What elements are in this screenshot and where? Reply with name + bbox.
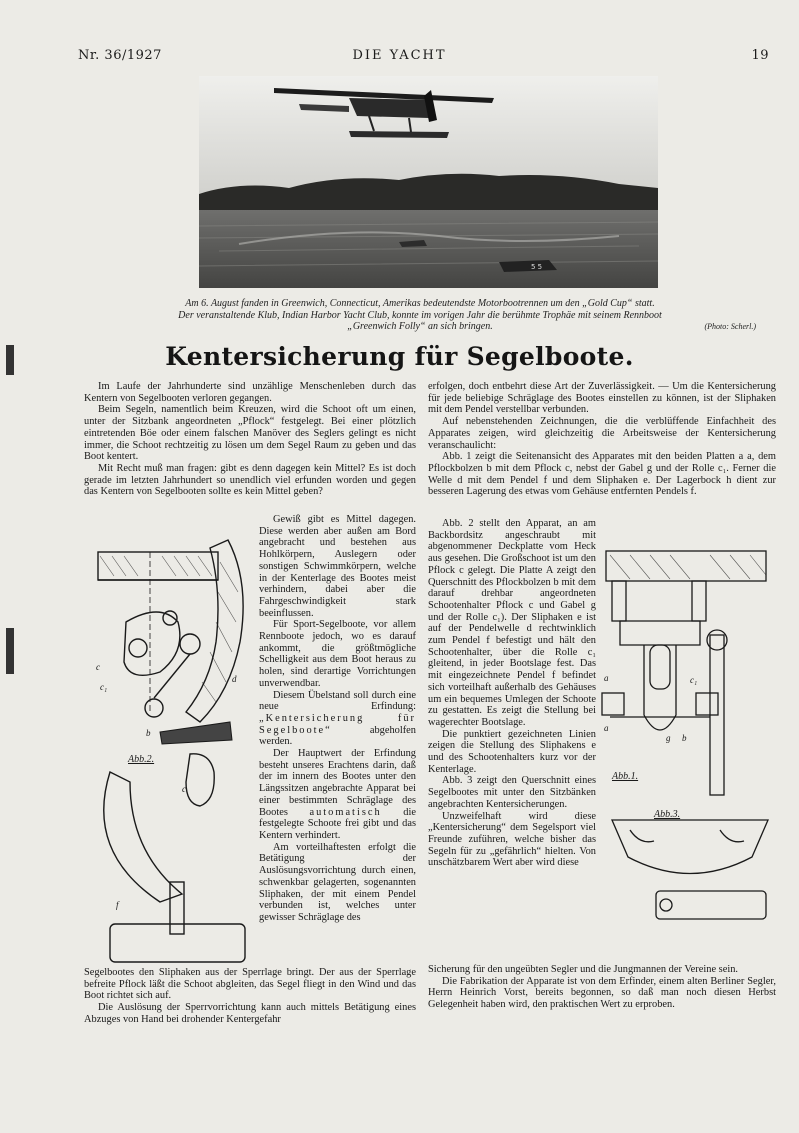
right-column-bottom — [428, 964, 776, 1011]
label-c: c — [96, 662, 100, 672]
text-run: Der Hauptwert der Erfindung besteht unseres Erachtens darin, daß der im innern des Bootes unter den Längssitzen angebrachte Apparat bei einer bestimmten Schräglage des Bootes — [259, 748, 416, 818]
paragraph: Abb. 3 zeigt den Querschnitt eines Segelbootes mit unter den Sitzbänken angebrachten Kentersicherungen. — [428, 775, 596, 810]
apparatus-drawing — [600, 545, 772, 965]
text-run: abgeholfen werden. — [259, 724, 416, 748]
label-g: g — [666, 733, 671, 743]
photo-drawing — [199, 76, 658, 288]
article-title: Kentersicherung für Segelboote. — [165, 342, 634, 371]
paragraph: Auf nebenstehenden Zeichnungen, die die verblüffende Einfachheit des Apparates zeigen, wird gleichzeitig die Arbeitsweise der Kentersicherung veranschaulicht: — [428, 416, 776, 451]
photo-caption — [84, 298, 756, 333]
caption-line: Der veranstaltende Klub, Indian Harbor Yacht Club, konnte im vorigen Jahr die berühmte Trophäe mit seinem Rennboot — [178, 309, 662, 321]
paragraph: Die Auslösung der Sperrvorrichtung kann auch mittels Betätigung eines Abzuges von Hand bei drohender Kentergefahr — [84, 1002, 416, 1025]
boat-number: 5 5 — [531, 263, 543, 271]
mechanism-drawing — [90, 522, 255, 967]
paragraph: Für Sport-Segelboote, vor allem Rennboote jedoch, wo es darauf ankommt, die größtmögliche Schelligkeit aus dem Boot heraus zu holen, sind derartige Vorrichtungen unverwendbar. — [259, 619, 416, 689]
paragraph: Unzweifelhaft wird diese „Kentersicherung“ dem Segelsport viel Freunde zuführen, welche bisher das Segeln für zu „gefährlich“ hielten. Von unschätzbarem Wert aber wird diese — [428, 810, 596, 869]
label-a: a — [604, 673, 609, 683]
emphasis-run: „Kentersicherung für Segelboote“ — [259, 712, 416, 736]
paragraph: Die Fabrikation der Apparate ist von dem Erfinder, einem alten Berliner Segler, Herrn Heinrich Vorst, bereits begonnen, so daß man noch diesen Herbst Gelegenheit haben wird, den praktischen Wert zu erproben. — [428, 975, 776, 1011]
left-column-top — [84, 381, 416, 498]
photo-credit: (Photo: Scherl.) — [704, 322, 756, 332]
paragraph: Mit Recht muß man fragen: gibt es denn dagegen kein Mittel? Es ist doch gerade im letzten Jahrhundert so unendlich viel erfunden worden und gegen das Kentern von Segelbooten sollte es kein Mittel geben? — [84, 462, 416, 498]
paragraph: Abb. 2 stellt den Apparat, an am Backbordsitz angeschraubt mit abgenommener Deckplatte vom Heck aus gesehen. Die Großschoot ist um den Pflock c gelegt. Die Platte A zeigt den Querschnitt des Pflockbolzen b mit dem darauf drehbar angeordneten Schootenhalter Pflock c und Gabel g und der Rolle c₁). Der Sliphaken e ist auf der Pendelwelle d rechtwinklich zum Pendel f befestigt und hält den Schootenhalter, über die Rolle c₁ gleitend, in jeder Bootslage fest. Das mit eingezeichnete Pendel f befindet sich vorteilhaft außerhalb des Gehäuses um ein bequemes Umlegen der Schoote zu gestatten. Es zeigt die Stellung bei wagerechter Bootslage. — [428, 518, 596, 728]
figure-label: Abb.2. — [128, 754, 155, 765]
left-column-bottom — [84, 967, 416, 1026]
caption-line: Am 6. August fanden in Greenwich, Connecticut, Amerikas bedeutendste Motorbootrennen um den „Gold Cup“ statt. — [185, 298, 655, 309]
paragraph — [259, 748, 416, 842]
paragraph: Sicherung für den ungeübten Segler und die Jungmannen der Vereine sein. — [428, 964, 738, 975]
left-column-narrow — [259, 514, 416, 924]
paragraph — [259, 690, 416, 749]
label-c1: c₁ — [690, 675, 698, 685]
right-column-top — [428, 381, 776, 498]
paragraph: Im Laufe der Jahrhunderte sind unzählige Menschenleben durch das Kentern von Segelbooten verloren gegangen. — [84, 381, 416, 404]
label-d: d — [232, 674, 237, 684]
text-run: Diesem Übelstand soll durch eine neue Erfindung: — [259, 689, 416, 713]
figure-abb-1-and-3 — [600, 545, 772, 965]
paragraph: Die punktiert gezeichneten Linien zeigen die Stellung des Sliphakens e und des Schootenhalters kurz vor der Kenterlage. — [428, 728, 596, 775]
label-b: b — [682, 733, 687, 743]
paragraph: Beim Segeln, namentlich beim Kreuzen, wird die Schoot oft um einen, unter der Sitzbank angeordneten „Pflock“ festgelegt. Bei einer plötzlich eintretenden Böe oder einem falschen Manöver des Seglers gelingt es nicht immer, die Schoot rechtzeitig zu lösen um dem Segel Raum zu geben und das Boot kentert. — [84, 404, 416, 463]
figure-abb-2 — [90, 522, 255, 967]
seaplane-race-photo — [199, 76, 658, 288]
binding-mark — [6, 628, 14, 674]
label-b: b — [146, 728, 151, 738]
label-c1: c₁ — [100, 682, 108, 692]
paragraph: Am vorteilhaftesten erfolgt die Betätigung der Auslösungsvorrichtung durch einen, schwenkbar gelagerten, sogenannten Sliphaken, der mit einem Pendel verbunden ist, welches unter gewisser Schräglage des — [259, 841, 416, 923]
right-column-narrow — [428, 518, 596, 869]
figure-label: Abb.3. — [654, 809, 681, 820]
text-run: die festgelegte Schoote frei gibt und das Kentern verhindert. — [259, 806, 416, 841]
emphasis-run: automatisch — [309, 806, 382, 818]
issue-number: Nr. 36/1927 — [78, 48, 162, 63]
paragraph: Segelbootes den Sliphaken aus der Sperrlage bringt. Der aus der Sperrlage befreite Pflock läßt die Schoot abgleiten, das Segel fliegt in den Wind und das Boot richtet sich auf. — [84, 967, 416, 1002]
figure-label: Abb.1. — [612, 771, 639, 782]
label-a: a — [604, 723, 609, 733]
label-c: c — [182, 784, 186, 794]
magazine-title: DIE YACHT — [352, 48, 447, 63]
page-number: 19 — [751, 48, 769, 63]
label-f: f — [116, 900, 119, 910]
caption-line: „Greenwich Folly“ an sich bringen. — [347, 321, 493, 333]
paragraph: erfolgen, doch entbehrt diese Art der Zuverlässigkeit. — Um die Kentersicherung für jede beliebige Schräglage des Bootes einstellen zu können, ist der Sliphaken mit dem Pendel verstellbar verbunden. — [428, 381, 776, 416]
paragraph: Abb. 1 zeigt die Seitenansicht des Apparates mit den beiden Platten a a, dem Pflockbolzen b mit dem Pflock c, nebst der Gabel g und der Rolle c₁. Ferner die Welle d mit dem Pendel f und dem Sliphaken e. Der Lagerbock h dient zur besseren Lagerung des etwas vom Gehäuse entfernten Pendels f. — [428, 451, 776, 498]
paragraph: Gewiß gibt es Mittel dagegen. Diese werden aber außen am Bord angebracht und bestehen aus Hohlkörpern, Auslegern oder sonstigen Schwimmkörpern, welche in der Kenterlage des Bootes meist verhindern, dabei aber die Fahrgeschwindigkeit stark beeinflussen. — [259, 514, 416, 619]
